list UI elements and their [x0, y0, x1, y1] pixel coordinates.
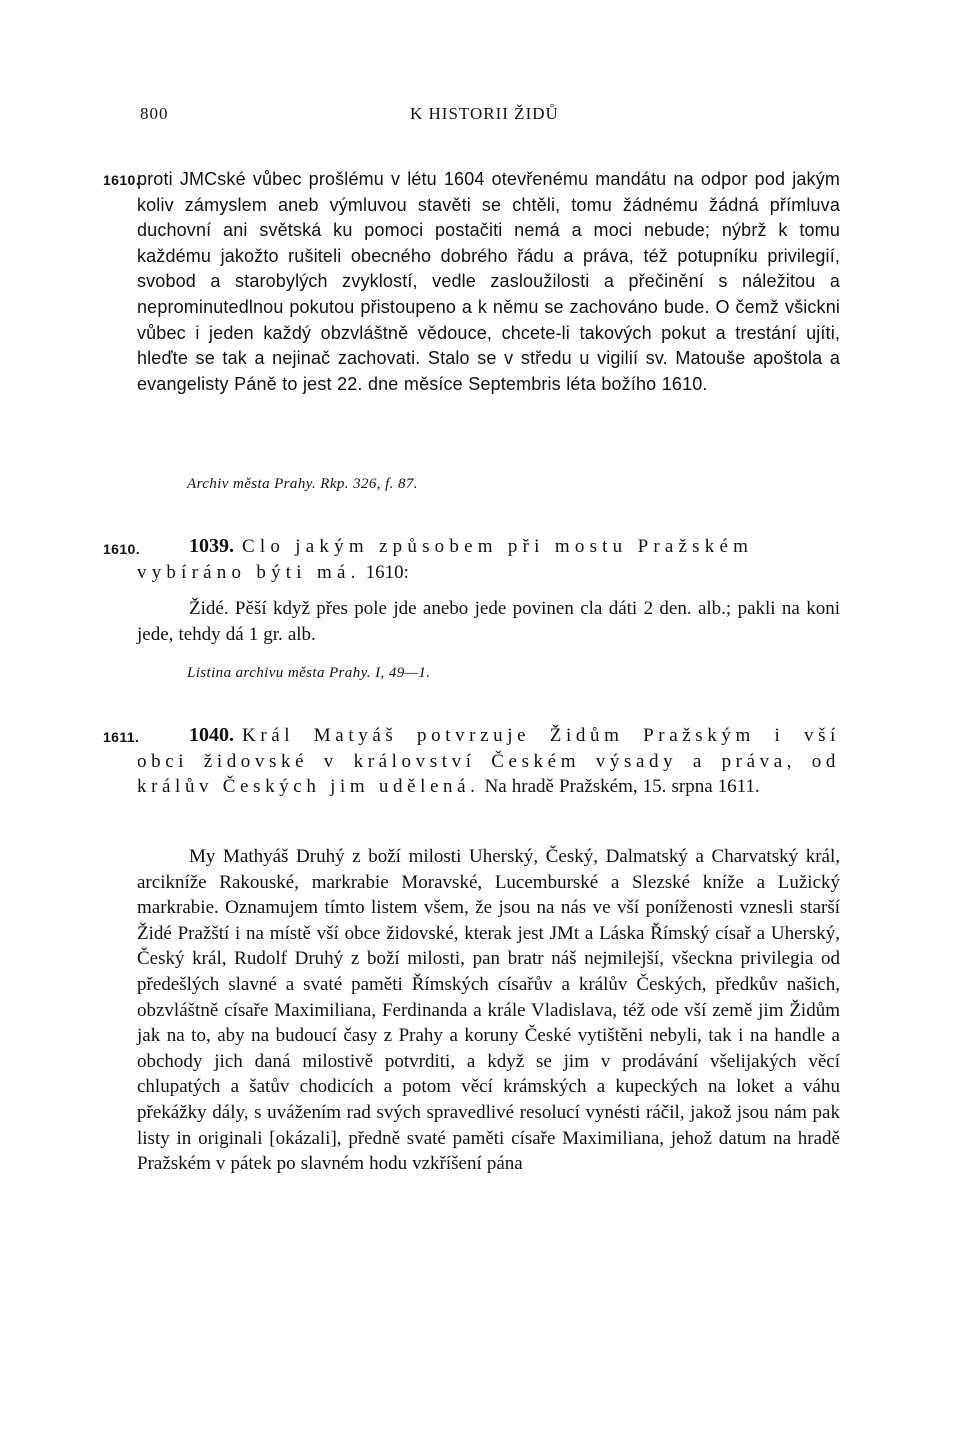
margin-year-1611: 1611. [103, 729, 140, 745]
source-citation-charter: Listina archivu města Prahy. I, 49—1. [187, 665, 431, 681]
page-number: 800 [140, 104, 169, 123]
document-1040-heading [137, 723, 840, 800]
document-1039-paragraph: Židé. Pěší když přes pole jde anebo jede povinen cla dáti 2 den. alb.; pakli na koni jede, tehdy dá 1 gr. alb. [137, 598, 840, 645]
margin-year-1610-first: 1610. [103, 172, 141, 188]
continued-mandate-text: proti JMCské vůbec prošlému v létu 1604 otevřenému mandátu na odpor pod jakým koliv zámyslem aneb výmluvou stavěti se chtěli, tomu žádnému žádná přímluva duchovní ani světská ku pomoci postačiti nemá a moci nebude; nýbrž k tomu každému jakožto rušiteli obecného dobrého řádu a práva, též potupníku privilegií, svobod a starobylých zvyklostí, vedle zasloužilosti a přečinění s náležitou a neprominutedlnou pokutou přistoupeno a k němu se zachováno bude. O čemž všickni vůbec i jeden každý obzvláštně vědouce, chcete-li takových pokut a trestání ujíti, hleďte se tak a nejinač zachovati. Stalo se v středu u vigilií sv. Matouše apoštola a evangelisty Páně to jest 22. dne měsíce Septembris léta božího 1610. [137, 169, 840, 394]
document-1039-body [137, 596, 840, 647]
document-1040-body [137, 844, 840, 1177]
document-1039-title-line [137, 534, 840, 585]
document-number-1039: 1039. [189, 535, 234, 557]
running-head: K HISTORII ŽIDŮ [410, 104, 559, 123]
document-1040-paragraph: My Mathyáš Druhý z boží milosti Uherský, Český, Dalmatský a Charvatský král, arcikníže Rakouské, markrabie Moravské, Lucemburské a Slezské kníže a Lužický markrabie. Oznamujem tímto listem všem, že jsou na nás ve vší poníženosti vznesli starší Židé Pražští i na místě vší obce židovské, kterak jest JMt a Láska Římský císař a Uherský, Český král, Rudolf Druhý z boží milosti, pan bratr náš nejmilejší, všeckna privilegia od předešlých slavné a svaté paměti Římských císařův a králův Českých, předkův našich, obzvláštně císaře Maximiliana, Ferdinanda a krále Vladislava, též ode vší země jim Židům jak na to, aby na budoucí časy z Prahy a koruny České vytištěni nebyli, tak i na handle a obchody jich daná milostivě potvrditi, a když se jim v prodávání všelijakých věcí chlupatých a šatův chodicích a potom věcí krámských a kupeckých na loket a váhu překážky dály, s uvážením rad svých spravedlivé resolucí vynésti ráčil, jakož jsou nám pak listy in originali [okázali], předně svaté paměti císaře Maximiliana, jehož datum na hradě Pražském v pátek po slavném hodu vzkříšení pána [137, 846, 840, 1175]
document-1040-title: Král Matyáš potvrzuje Židům Pražským i vší obci židovské v království Českém výsady a práva, od králův Českých jim udělená. [137, 725, 840, 798]
document-1040-place-date: Na hradě Pražském, 15. srpna 1611. [484, 776, 760, 798]
document-1040-title-block [137, 723, 840, 800]
document-1039-date: 1610: [365, 561, 409, 583]
document-1039-heading [137, 534, 840, 585]
margin-year-1610-second: 1610. [103, 541, 141, 557]
document-1039-title: Clo jakým způsobem při mostu Pražském vybíráno býti má. [137, 536, 754, 583]
page-header [140, 104, 840, 128]
document-number-1040: 1040. [189, 724, 234, 746]
entry-1610-paragraph [137, 167, 840, 397]
source-citation-archive: Archiv města Prahy. Rkp. 326, f. 87. [187, 476, 418, 492]
